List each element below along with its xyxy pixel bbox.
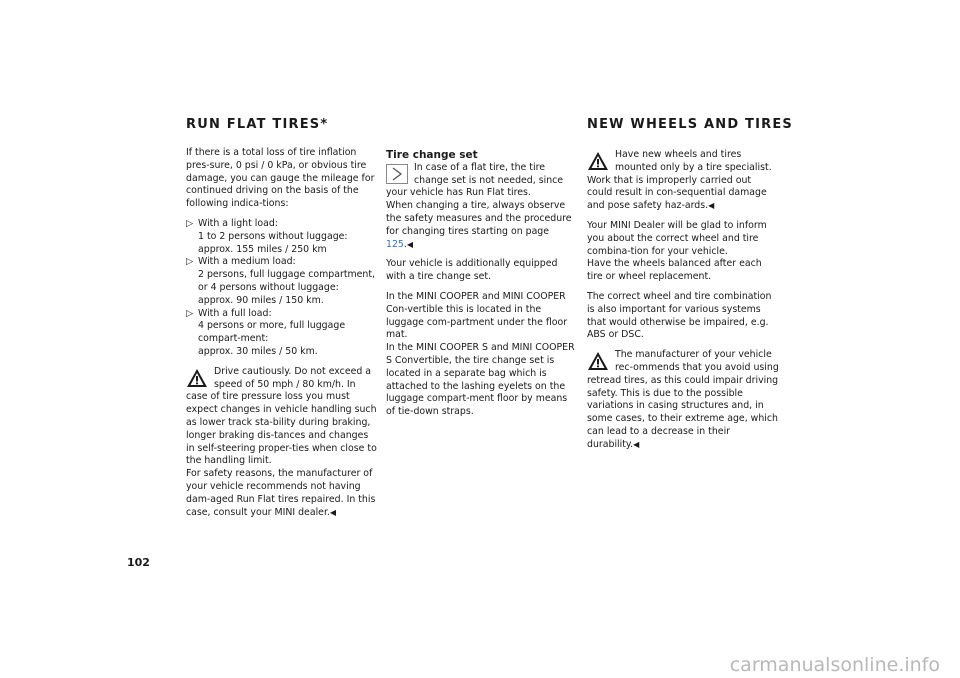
specialist-warning [587,149,779,213]
load-distance: approx. 90 miles / 150 km. [198,294,324,306]
tire-change-paragraph: Your vehicle is additionally equipped with a tire change set. [386,258,558,283]
retread-warning [587,349,779,451]
load-distance: approx. 155 miles / 250 km [198,243,327,255]
load-detail: 2 persons, full luggage compartment, or 4 persons without luggage: [198,269,375,293]
end-mark-icon: ◀ [406,239,414,249]
tire-change-column [386,149,578,419]
note-icon [386,164,408,184]
load-detail: 4 persons or more, full luggage compart-ment: [198,320,346,345]
note-text: In case of a flat tire, the tire change set is not needed, since your vehicle has Run Flat tires. [386,161,564,199]
warning-triangle-icon [587,151,609,171]
load-item [186,218,378,256]
wheels-paragraph: Have the wheels balanced after each tire or wheel replacement. [587,258,762,283]
load-item [186,308,378,359]
warning-text: Have new wheels and tires mounted only by a tire specialist. Work that is improperly carried out could result in con-sequential damage and pose safety haz-ards. [587,149,772,212]
watermark[interactable]: carmanualsonline.info [729,654,940,676]
intro-paragraph: If there is a total loss of tire inflation pres-sure, 0 psi / 0 kPa, or obvious tire damage, you can gauge the mileage for continued driving on the basis of the following indica-tions: [186,147,375,210]
tire-change-note [386,162,578,252]
warning-triangle-icon [587,351,609,371]
new-wheels-column [587,149,779,452]
run-flat-tires-title: RUN FLAT TIRES* [186,117,329,132]
end-mark-icon: ◀ [708,201,715,211]
load-item [186,256,378,307]
tire-change-subtitle: Tire change set [386,149,478,161]
page-reference-link[interactable]: 125 [386,238,404,250]
end-mark-icon: ◀ [633,439,640,449]
load-label: With a full load: [198,307,272,319]
triangle-bullet-icon: ▷ [186,256,194,268]
warning-triangle-icon [186,368,208,388]
new-wheels-title: NEW WHEELS AND TIRES [587,117,793,132]
end-mark-icon: ◀ [329,507,337,517]
warning-text: The manufacturer of your vehicle rec-ommends that you avoid using retread tires, as this could impair driving safety. This is due to the possible variations in casing structures and, in some cases, to their extreme age, which can lead to a decrease in their durability. [587,349,779,450]
load-label: With a medium load: [198,256,296,268]
wheels-paragraph: The correct wheel and tire combination is also important for various systems that would otherwise be impaired, e.g. ABS or DSC. [587,290,772,341]
speed-warning [186,366,378,520]
triangle-bullet-icon: ▷ [186,307,194,319]
warning-text-continued: For safety reasons, the manufacturer of your vehicle recommends not having dam-aged Run Flat tires repaired. In this case, consult your MINI dealer.◀ [186,468,376,518]
wheels-paragraph: Your MINI Dealer will be glad to inform you about the correct wheel and tire combina-tion for your vehicle. [587,219,767,257]
load-detail: 1 to 2 persons without luggage: [198,230,348,242]
run-flat-column [186,147,378,519]
tire-change-paragraph: In the MINI COOPER S and MINI COOPER S Convertible, the tire change set is located in a separate bag which is attached to the lashing eyelets on the luggage compart-ment floor by means of tie-down straps. [386,342,575,418]
triangle-bullet-icon: ▷ [186,217,194,229]
load-distance: approx. 30 miles / 50 km. [198,345,318,357]
warning-text: Drive cautiously. Do not exceed a speed of 50 mph / 80 km/h. In case of tire pressure loss you must expect changes in vehicle handling such as lower track sta-bility during braking, longer braking dis-tances and changes in self-steering proper-ties when close to the handling limit. [186,365,377,467]
note-text-continued: When changing a tire, always observe the safety measures and the procedure for changing tires starting on page 125.◀ [386,200,572,250]
tire-change-paragraph: In the MINI COOPER and MINI COOPER Con-vertible this is located in the luggage com-partment under the floor mat. [386,290,568,341]
page-number: 102 [127,556,150,569]
load-label: With a light load: [198,217,278,229]
